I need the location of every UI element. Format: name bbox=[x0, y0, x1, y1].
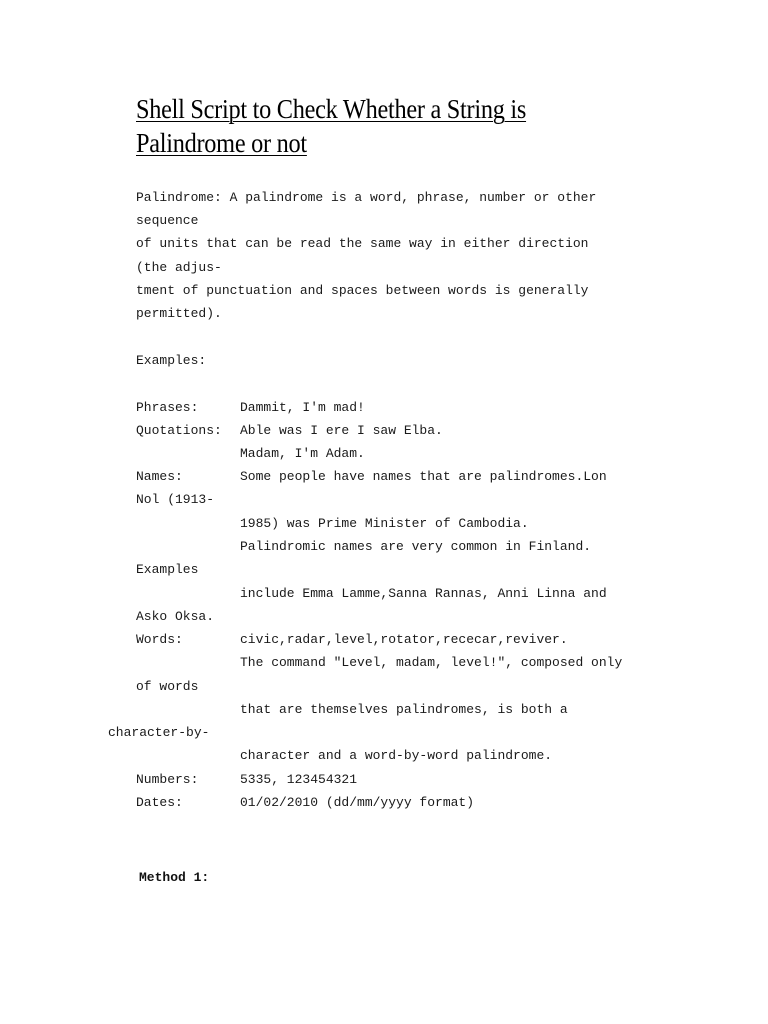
names-wrap: Examples bbox=[136, 562, 199, 577]
intro-paragraph bbox=[136, 186, 596, 325]
words-label: Words: bbox=[136, 632, 183, 647]
names-label: Names: bbox=[136, 469, 183, 484]
numbers-value: 5335, 123454321 bbox=[240, 772, 358, 787]
dates-label: Dates: bbox=[136, 795, 183, 810]
quotations-label: Quotations: bbox=[136, 423, 222, 438]
words-wrap: of words bbox=[136, 679, 199, 694]
names-value: include Emma Lamme,Sanna Rannas, Anni Linna and bbox=[240, 586, 607, 601]
intro-line: permitted). bbox=[136, 306, 222, 322]
method-heading: Method 1: bbox=[139, 870, 210, 885]
names-wrap: Asko Oksa. bbox=[136, 609, 215, 624]
numbers-label: Numbers: bbox=[136, 772, 199, 787]
quotations-value: Madam, I'm Adam. bbox=[240, 446, 365, 461]
intro-line: Palindrome: A palindrome is a word, phrase, number or other bbox=[136, 190, 597, 205]
words-value: The command "Level, madam, level!", composed only bbox=[240, 655, 623, 670]
page-title bbox=[136, 92, 526, 160]
title-line-1: Shell Script to Check Whether a String is bbox=[136, 94, 527, 124]
intro-line: (the adjus- bbox=[136, 259, 222, 275]
names-value: 1985) was Prime Minister of Cambodia. bbox=[240, 516, 529, 531]
names-wrap: Nol (1913- bbox=[136, 492, 215, 507]
phrases-value: Dammit, I'm mad! bbox=[240, 400, 365, 415]
phrases-label: Phrases: bbox=[136, 400, 199, 415]
words-value: civic,radar,level,rotator,rececar,reviver. bbox=[240, 632, 568, 647]
intro-line: sequence bbox=[136, 213, 199, 229]
names-value: Some people have names that are palindromes.Lon bbox=[240, 469, 607, 484]
names-value: Palindromic names are very common in Finland. bbox=[240, 539, 592, 554]
title-line-2: Palindrome or not bbox=[136, 128, 307, 158]
examples-heading: Examples: bbox=[136, 353, 207, 368]
words-wrap: character-by- bbox=[108, 725, 210, 740]
intro-line: tment of punctuation and spaces between words is generally bbox=[136, 282, 589, 298]
intro-line: of units that can be read the same way in either direction bbox=[136, 236, 589, 252]
words-value: that are themselves palindromes, is both a bbox=[240, 702, 568, 717]
dates-value: 01/02/2010 (dd/mm/yyyy format) bbox=[240, 795, 475, 810]
quotations-value: Able was I ere I saw Elba. bbox=[240, 423, 443, 438]
words-value: character and a word-by-word palindrome. bbox=[240, 748, 553, 763]
